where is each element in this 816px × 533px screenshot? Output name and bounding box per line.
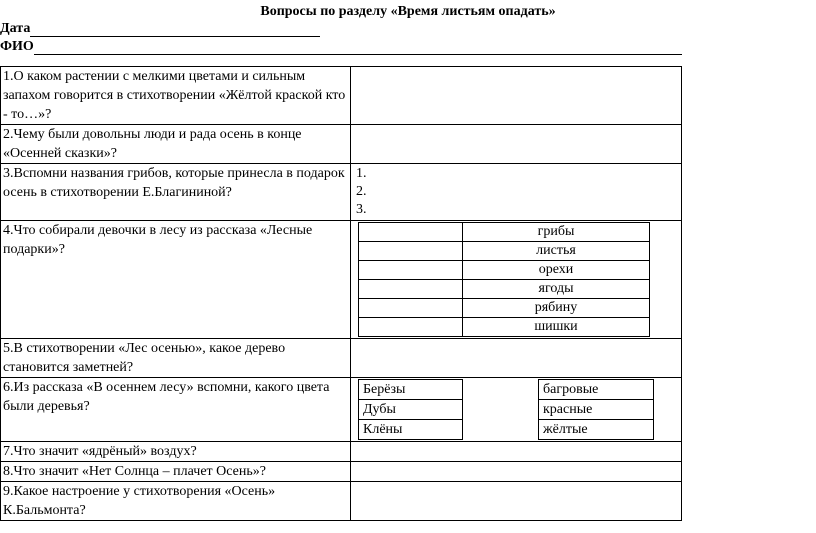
answer-cell-3[interactable]: [351, 164, 682, 221]
tree-color-matching-table: [358, 379, 654, 440]
name-field: [0, 39, 682, 55]
gift-item: шишки: [463, 318, 650, 337]
question-text-1: 1.О каком растении с мелкими цветами и сильным запахом говорится в стихотворении «Жёлтой краской кто - то…»?: [1, 67, 351, 125]
answer-cell-6: [351, 378, 682, 442]
tree-item: Клёны: [359, 420, 463, 440]
answer-cell-8[interactable]: [351, 462, 682, 482]
question-text-9: 9.Какое настроение у стихотворения «Осень» К.Бальмонта?: [1, 482, 351, 521]
mushroom-number-list: [351, 164, 681, 219]
name-line[interactable]: [34, 40, 682, 55]
match-box[interactable]: [359, 242, 463, 261]
answer-cell-7[interactable]: [351, 442, 682, 462]
match-box[interactable]: [359, 318, 463, 337]
question-row-7: [1, 442, 682, 462]
date-line[interactable]: [30, 22, 320, 37]
question-text-6: 6.Из рассказа «В осеннем лесу» вспомни, какого цвета были деревья?: [1, 378, 351, 442]
name-label: ФИО: [0, 39, 34, 54]
match-box[interactable]: [359, 299, 463, 318]
answer-cell-1[interactable]: [351, 67, 682, 125]
question-row-3: [1, 164, 682, 221]
page-title: Вопросы по разделу «Время листьям опадать»: [260, 4, 556, 19]
question-text-5: 5.В стихотворении «Лес осенью», какое дерево становится заметней?: [1, 339, 351, 378]
question-row-5: [1, 339, 682, 378]
list-item: 2.: [356, 184, 367, 199]
color-item: жёлтые: [539, 420, 654, 440]
gifts-matching-table: [358, 222, 650, 337]
matching-gap[interactable]: [463, 380, 539, 400]
matching-gap[interactable]: [463, 420, 539, 440]
gift-item: грибы: [463, 223, 650, 242]
answer-cell-4: [351, 221, 682, 339]
answer-cell-2[interactable]: [351, 125, 682, 164]
questions-table: [0, 66, 682, 521]
gift-item: орехи: [463, 261, 650, 280]
match-box[interactable]: [359, 261, 463, 280]
tree-item: Берёзы: [359, 380, 463, 400]
question-text-3: 3.Вспомни названия грибов, которые принесла в подарок осень в стихотворении Е.Благининой?: [1, 164, 351, 221]
list-item: 1.: [356, 166, 367, 181]
date-label: Дата: [0, 21, 31, 36]
question-row-2: [1, 125, 682, 164]
question-text-4: 4.Что собирали девочки в лесу из рассказа «Лесные подарки»?: [1, 221, 351, 339]
matching-gap[interactable]: [463, 400, 539, 420]
question-row-8: [1, 462, 682, 482]
gift-item: ягоды: [463, 280, 650, 299]
date-field: [0, 21, 320, 37]
tree-item: Дубы: [359, 400, 463, 420]
match-box[interactable]: [359, 223, 463, 242]
gift-item: рябину: [463, 299, 650, 318]
match-box[interactable]: [359, 280, 463, 299]
question-row-4: [1, 221, 682, 339]
list-item: 3.: [356, 202, 367, 217]
answer-cell-9[interactable]: [351, 482, 682, 521]
question-row-6: [1, 378, 682, 442]
question-text-7: 7.Что значит «ядрёный» воздух?: [1, 442, 351, 462]
question-row-1: [1, 67, 682, 125]
color-item: багровые: [539, 380, 654, 400]
color-item: красные: [539, 400, 654, 420]
gift-item: листья: [463, 242, 650, 261]
question-row-9: [1, 482, 682, 521]
question-text-2: 2.Чему были довольны люди и рада осень в конце «Осенней сказки»?: [1, 125, 351, 164]
question-text-8: 8.Что значит «Нет Солнца – плачет Осень»?: [1, 462, 351, 482]
answer-cell-5[interactable]: [351, 339, 682, 378]
